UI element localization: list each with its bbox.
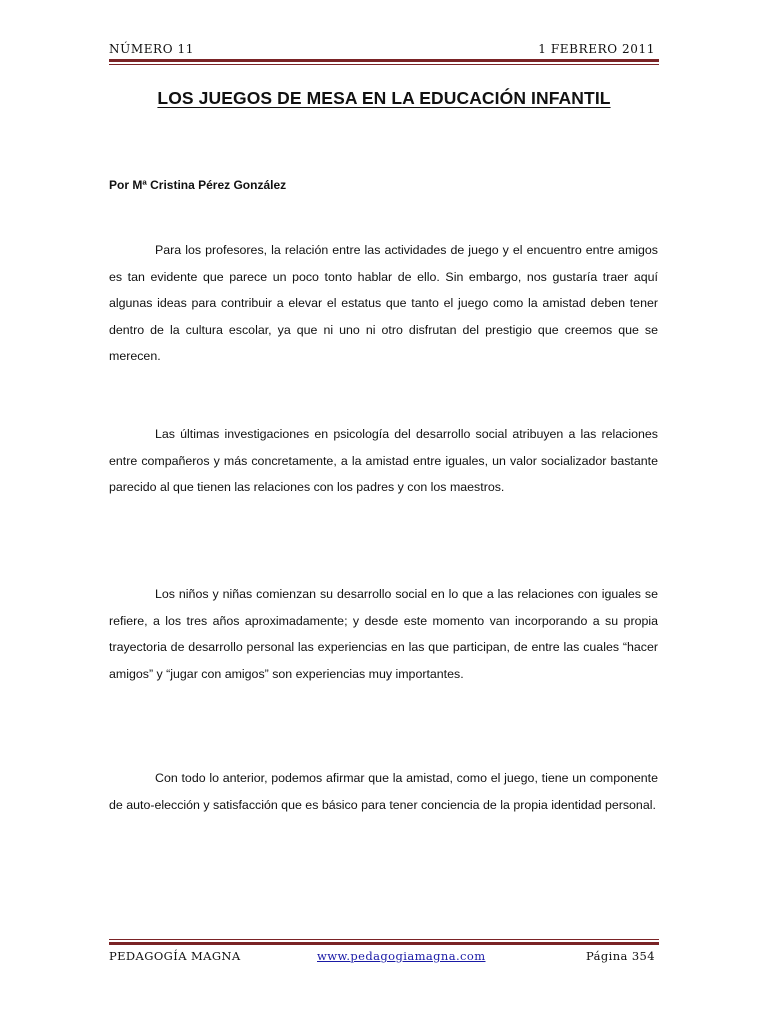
article-title: LOS JUEGOS DE MESA EN LA EDUCACIÓN INFANTIL: [157, 88, 611, 108]
website-link[interactable]: www.pedagogiamagna.com: [317, 949, 486, 963]
article-title-container: [109, 88, 659, 109]
footer-rule-thick: [109, 942, 659, 945]
header-rule-thick: [109, 59, 659, 62]
header-rule-thin: [109, 64, 659, 65]
paragraph-2: Las últimas investigaciones en psicología del desarrollo social atribuyen a las relaciones entre compañeros y más concretamente, a la amistad entre iguales, un valor socializador bastante parecido al que tienen las relaciones con los padres y con los maestros.: [109, 427, 658, 494]
issue-date: 1 FEBRERO 2011: [538, 42, 655, 56]
paragraph-3: Los niños y niñas comienzan su desarrollo social en lo que a las relaciones con iguales se refiere, a los tres años aproximadamente; y desde este momento van incorporando a su propia trayectoria de desarrollo personal las experiencias en las que participan, de entre las cuales “hacer amigos” y “jugar con amigos” son experiencias muy importantes.: [109, 587, 658, 681]
paragraph-1: Para los profesores, la relación entre las actividades de juego y el encuentro entre amigos es tan evidente que parece un poco tonto hablar de ello. Sin embargo, nos gustaría traer aquí algunas ideas para contribuir a elevar el estatus que tanto el juego como la amistad deben tener dentro de la cultura escolar, ya que ni uno ni otro disfrutan del prestigio que creemos que se merecen.: [109, 243, 658, 363]
article-author: Por Mª Cristina Pérez González: [109, 178, 287, 192]
issue-number: NÚMERO 11: [109, 42, 195, 56]
page-number: Página 354: [586, 949, 655, 963]
page-footer: [109, 939, 659, 969]
footer-rule-thin: [109, 939, 659, 940]
paragraph-4: Con todo lo anterior, podemos afirmar que la amistad, como el juego, tiene un componente de auto-elección y satisfacción que es básico para tener conciencia de la propia identidad personal.: [109, 771, 658, 812]
publication-name: PEDAGOGÍA MAGNA: [109, 949, 241, 963]
page-header: [109, 40, 659, 64]
